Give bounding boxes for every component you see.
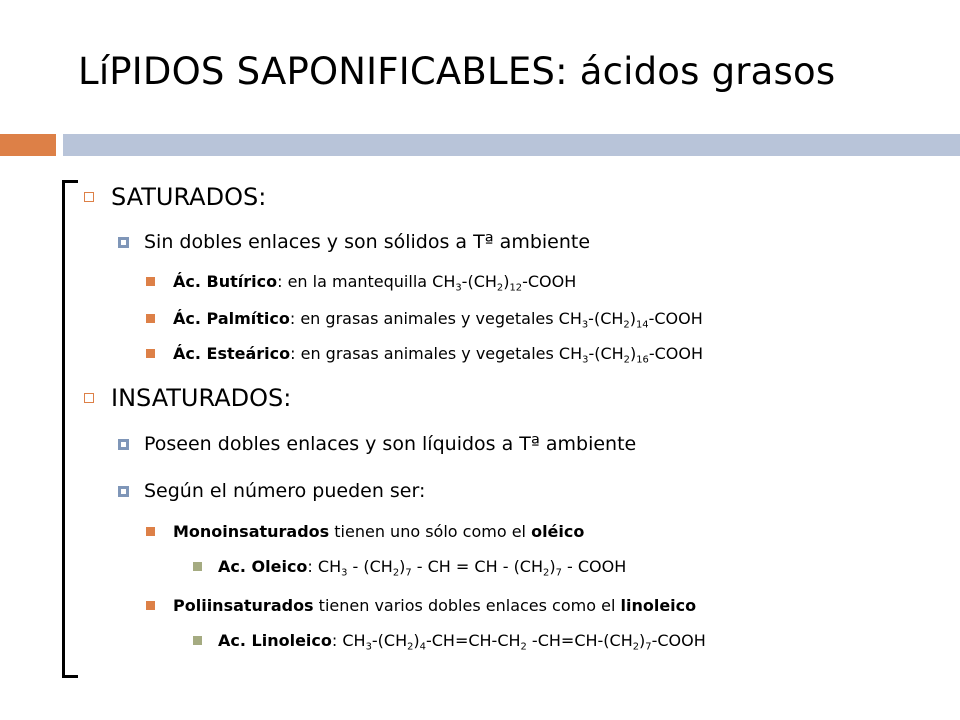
title-underline-bar — [63, 134, 960, 156]
square-bullet-icon — [193, 562, 202, 571]
square-bullet-icon — [146, 277, 155, 286]
saturados-heading: SATURADOS: — [84, 183, 266, 211]
palmitico-item: Ác. Palmítico: en grasas animales y vegetales $CH_3-(CH_2)_{14}$-COOH — [146, 309, 703, 328]
linoleico-item: Ac. Linoleico: $CH_3-(CH_2)_4-CH=CH-CH_2$ $-CH=CH-(CH_2)_7$-COOH — [193, 631, 706, 650]
page-title: LíPIDOS SAPONIFICABLES: ácidos grasos — [78, 50, 836, 93]
square-bullet-icon — [84, 393, 94, 403]
insaturados-numero: Según el número pueden ser: — [118, 480, 425, 502]
square-bullet-icon — [146, 314, 155, 323]
oleico-item: Ac. Oleico: $CH_3 - (CH_2)_7$ - CH = CH - $(CH_2)_7$ - COOH — [193, 557, 626, 576]
square-bullet-icon — [193, 636, 202, 645]
square-bullet-icon — [84, 192, 94, 202]
square-bullet-icon — [118, 486, 129, 497]
square-bullet-icon — [146, 349, 155, 358]
left-bracket — [62, 180, 78, 678]
saturados-description: Sin dobles enlaces y son sólidos a Tª ambiente — [118, 231, 590, 253]
accent-bar — [0, 134, 56, 156]
square-bullet-icon — [118, 439, 129, 450]
square-bullet-icon — [118, 237, 129, 248]
butirico-item: Ác. Butírico: en la mantequilla $CH_3-(CH_2)_{12}$-COOH — [146, 272, 576, 291]
square-bullet-icon — [146, 601, 155, 610]
square-bullet-icon — [146, 527, 155, 536]
estearico-item: Ác. Esteárico: en grasas animales y vegetales $CH_3-(CH_2)_{16}$-COOH — [146, 344, 703, 363]
monoinsaturados-item: Monoinsaturados tienen uno sólo como el oléico — [146, 522, 584, 541]
insaturados-description: Poseen dobles enlaces y son líquidos a Tª ambiente — [118, 433, 636, 455]
insaturados-heading: INSATURADOS: — [84, 384, 291, 412]
poliinsaturados-item: Poliinsaturados tienen varios dobles enlaces como el linoleico — [146, 596, 696, 615]
